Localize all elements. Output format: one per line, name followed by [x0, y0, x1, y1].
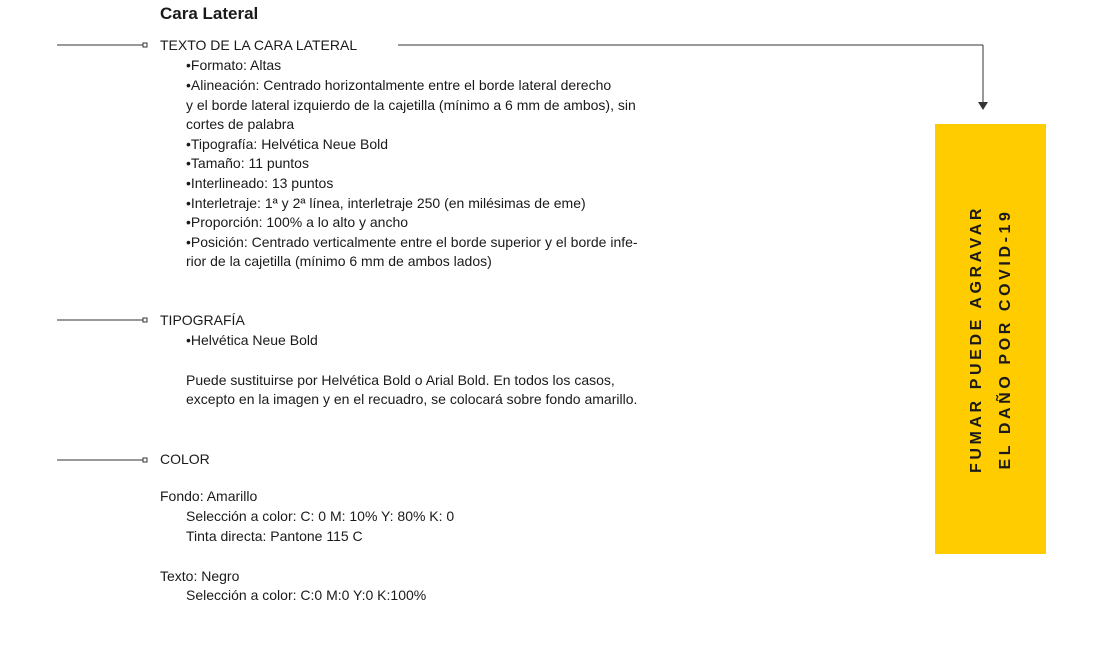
side-panel-warning-text — [962, 205, 1020, 473]
color-texto-line: Selección a color: C:0 M:0 Y:0 K:100% — [186, 587, 427, 603]
texto-line: •Proporción: 100% a lo alto y ancho — [186, 214, 409, 230]
color-fondo-label: Fondo: Amarillo — [160, 488, 258, 504]
connector-dot-tipografia — [143, 318, 147, 322]
texto-line: •Posición: Centrado verticalmente entre el borde superior y el borde infe- — [186, 234, 638, 250]
color-fondo-line: Selección a color: C: 0 M: 10% Y: 80% K: 0 — [186, 508, 455, 524]
texto-line: •Interletraje: 1ª y 2ª línea, interletraje 250 (en milésimas de eme) — [186, 195, 586, 211]
connector-arrowhead — [978, 102, 988, 110]
tipografia-note-line: Puede sustituirse por Helvética Bold o Arial Bold. En todos los casos, — [186, 372, 615, 388]
side-panel-sample — [935, 124, 1046, 554]
connector-dot-color — [143, 458, 147, 462]
connector-dot-texto — [143, 43, 147, 47]
color-fondo-line: Tinta directa: Pantone 115 C — [186, 528, 363, 544]
texto-line: •Formato: Altas — [186, 57, 282, 73]
texto-line: •Tipografía: Helvética Neue Bold — [186, 136, 389, 152]
section-heading-tipografia: TIPOGRAFÍA — [160, 312, 245, 328]
section-heading-color: COLOR — [160, 451, 210, 467]
side-panel-line-2: EL DAÑO POR COVID-19 — [996, 208, 1014, 470]
color-texto-label: Texto: Negro — [160, 568, 240, 584]
section-heading-texto: TEXTO DE LA CARA LATERAL — [160, 37, 358, 53]
texto-line: •Tamaño: 11 puntos — [186, 155, 309, 171]
texto-line: •Interlineado: 13 puntos — [186, 175, 334, 191]
texto-line: cortes de palabra — [186, 116, 295, 132]
texto-line: •Alineación: Centrado horizontalmente entre el borde lateral derecho — [186, 77, 612, 93]
page-title: Cara Lateral — [160, 4, 259, 23]
texto-line: y el borde lateral izquierdo de la cajetilla (mínimo a 6 mm de ambos), sin — [186, 97, 636, 113]
texto-line: rior de la cajetilla (mínimo 6 mm de ambos lados) — [186, 253, 492, 269]
side-panel-line-1: FUMAR PUEDE AGRAVAR — [967, 204, 985, 474]
tipografia-item: •Helvética Neue Bold — [186, 332, 318, 348]
tipografia-note-line: excepto en la imagen y en el recuadro, se colocará sobre fondo amarillo. — [186, 391, 638, 407]
